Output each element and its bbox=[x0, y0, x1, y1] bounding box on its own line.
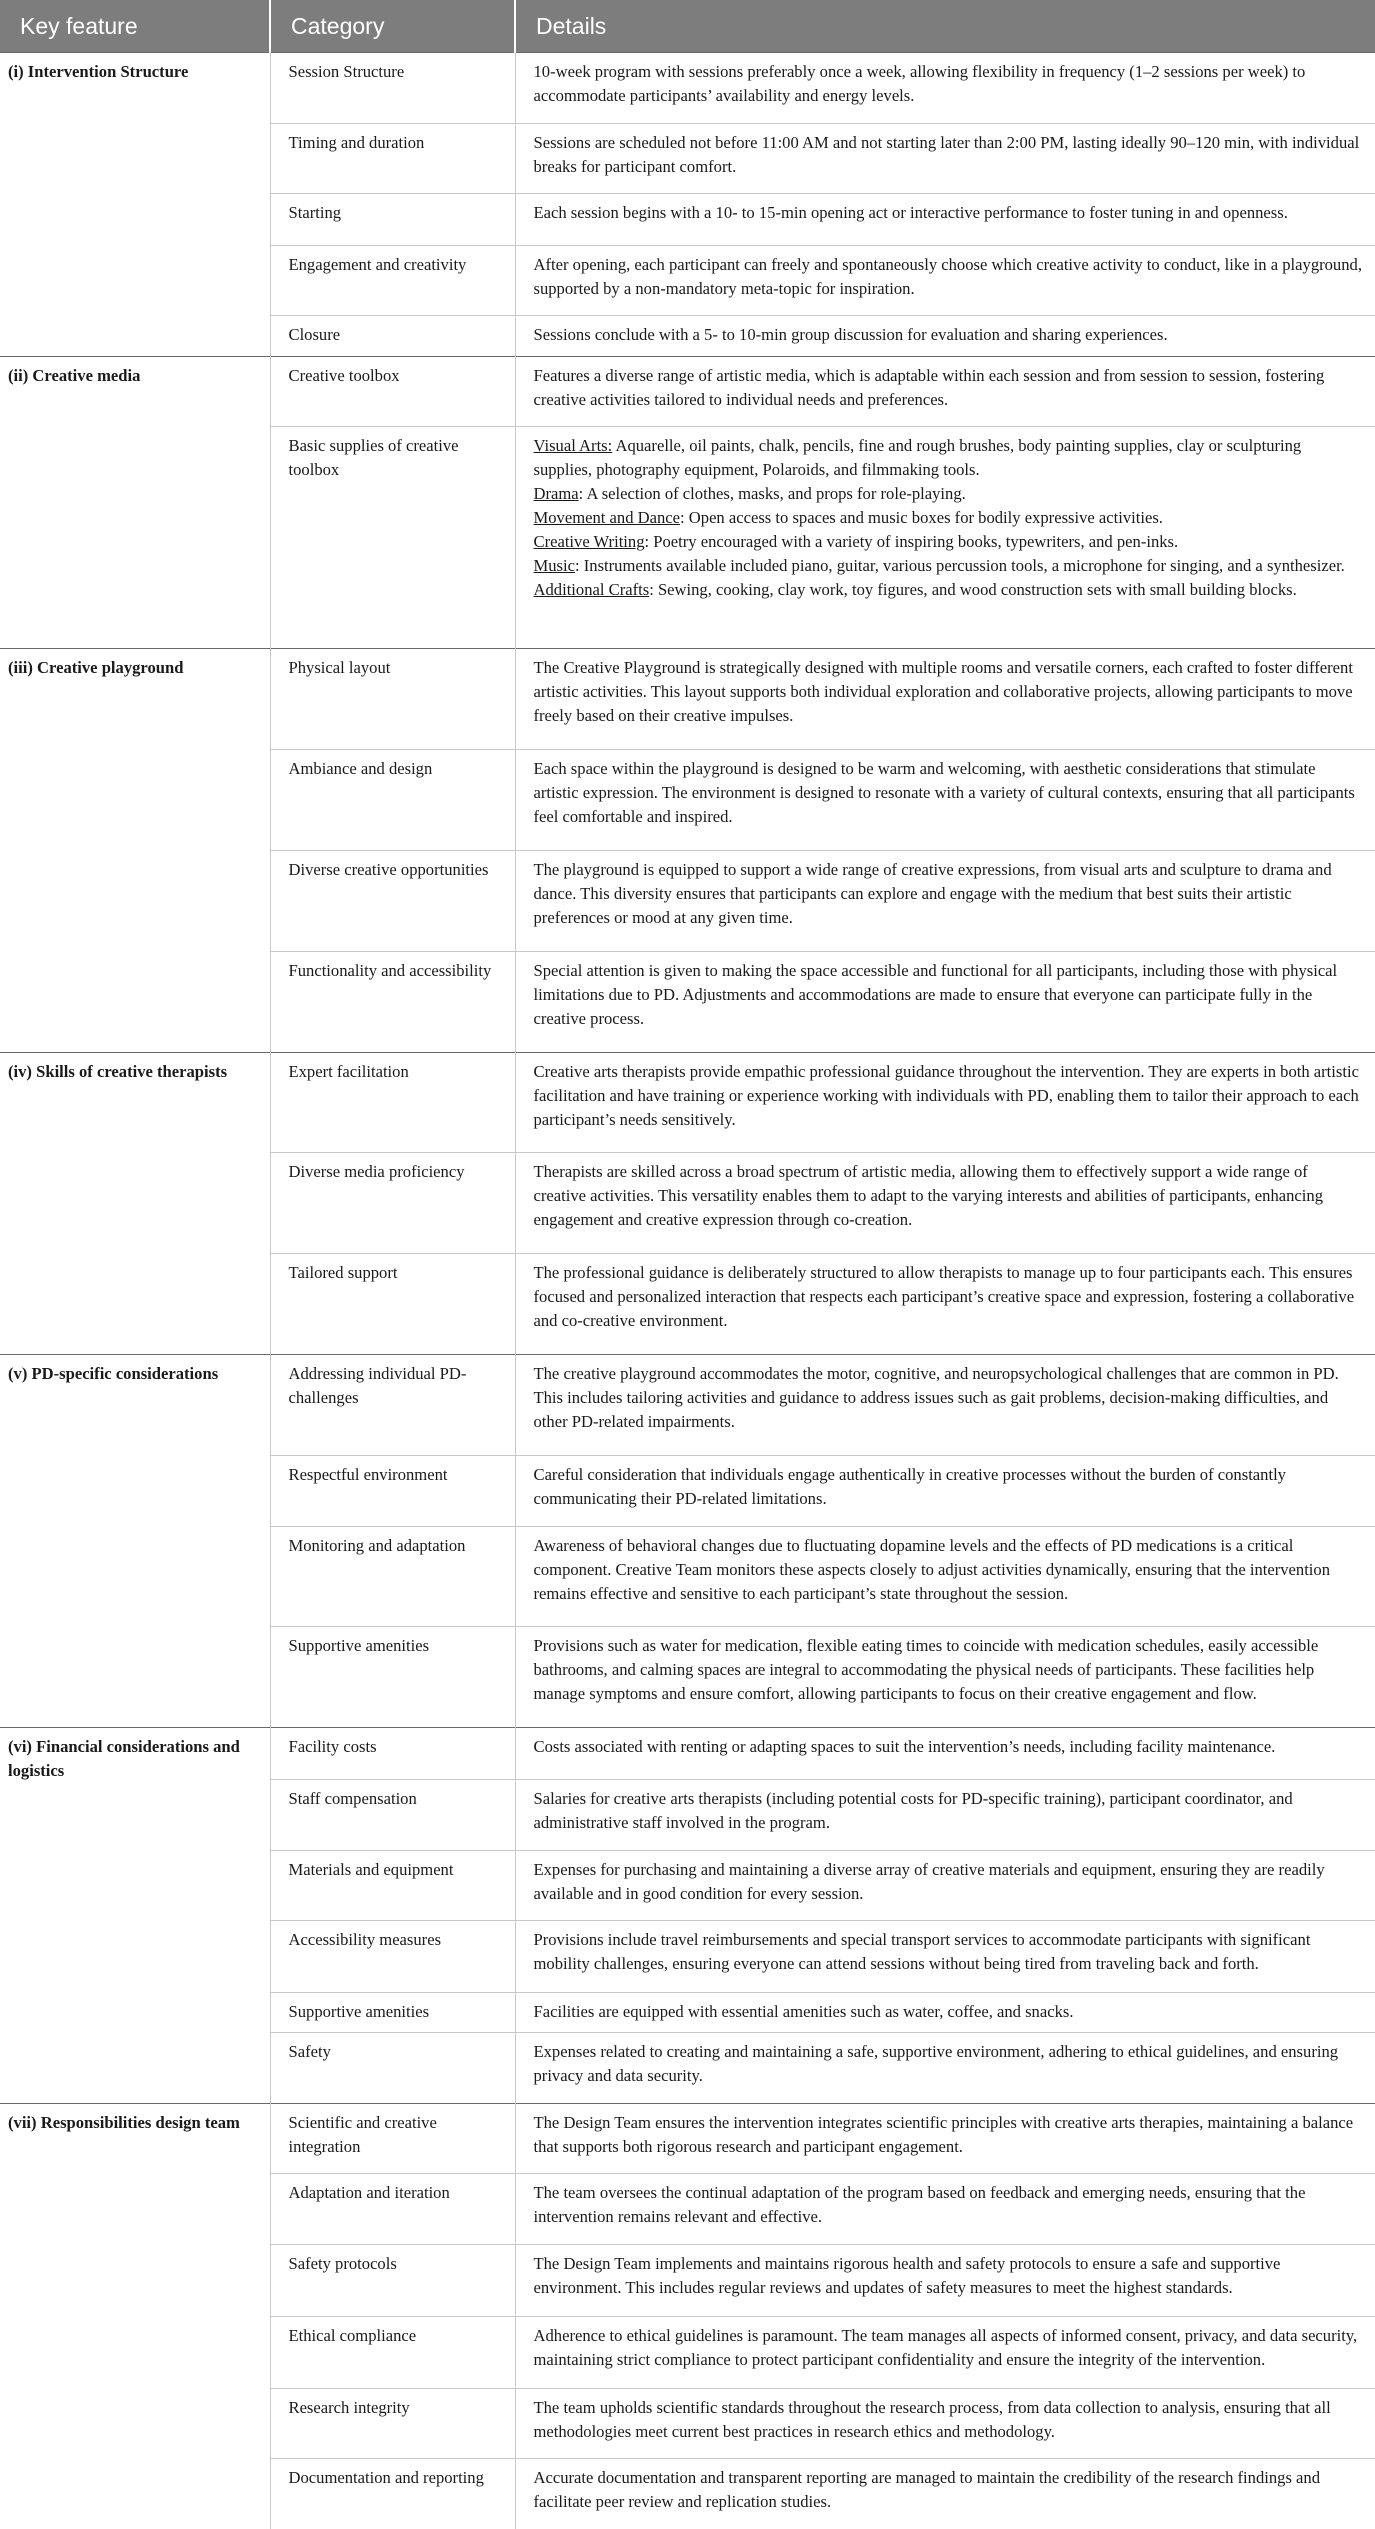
header-category: Category bbox=[270, 0, 515, 53]
details-cell: The Creative Playground is strategically designed with multiple rooms and versatile corners, each crafted to foster different artistic activities. This layout supports both individual exploration and collaborative projects, allowing participants to move freely based on their creative impulses. bbox=[515, 649, 1375, 750]
details-cell: Expenses for purchasing and maintaining a diverse array of creative materials and equipment, ensuring they are readily available and in good condition for every session. bbox=[515, 1850, 1375, 1921]
category-cell: Timing and duration bbox=[270, 123, 515, 194]
category-cell: Functionality and accessibility bbox=[270, 951, 515, 1052]
details-cell: The professional guidance is deliberately structured to allow therapists to manage up to four participants each. This ensures focused and personalized interaction that respects each participant’s creative space and expression, fostering a collaborative and co-creative environment. bbox=[515, 1254, 1375, 1355]
category-cell: Creative toolbox bbox=[270, 356, 515, 427]
details-cell: Expenses related to creating and maintaining a safe, supportive environment, adhering to ethical guidelines, and ensuring privacy and data security. bbox=[515, 2033, 1375, 2104]
category-cell: Starting bbox=[270, 194, 515, 246]
details-cell: After opening, each participant can freely and spontaneously choose which creative activity to conduct, like in a playground, supported by a non-mandatory meta-topic for inspiration. bbox=[515, 245, 1375, 316]
details-cell: Features a diverse range of artistic media, which is adaptable within each session and from session to session, fostering creative activities tailored to individual needs and preferences. bbox=[515, 356, 1375, 427]
details-cell: Adherence to ethical guidelines is paramount. The team manages all aspects of informed consent, privacy, and data security, maintaining strict compliance to protect participant confidentiality and ensure the integrity of the intervention. bbox=[515, 2316, 1375, 2388]
supply-label: Movement and Dance bbox=[533, 508, 681, 528]
category-cell: Engagement and creativity bbox=[270, 245, 515, 316]
category-cell: Supportive amenities bbox=[270, 1627, 515, 1728]
category-cell: Physical layout bbox=[270, 649, 515, 750]
supply-line bbox=[534, 578, 1364, 602]
category-cell: Safety protocols bbox=[270, 2245, 515, 2317]
category-cell: Documentation and reporting bbox=[270, 2459, 515, 2529]
key-feature-cell: (vii) Responsibilities design team bbox=[0, 2103, 270, 2529]
category-cell: Supportive amenities bbox=[270, 1992, 515, 2032]
supply-text: : Open access to spaces and music boxes for bodily expressive activities. bbox=[680, 508, 1163, 528]
category-cell: Staff compensation bbox=[270, 1779, 515, 1850]
details-cell: Careful consideration that individuals engage authentically in creative processes without the burden of constantly communicating their PD-related limitations. bbox=[515, 1455, 1375, 1526]
details-cell: Special attention is given to making the space accessible and functional for all participants, including those with physical limitations due to PD. Adjustments and accommodations are made to ensure that everyone can participate fully in the creative process. bbox=[515, 951, 1375, 1052]
details-cell: Awareness of behavioral changes due to fluctuating dopamine levels and the effects of PD medications is a critical component. Creative Team monitors these aspects closely to adjust activities dynamically, ensuring that the intervention remains effective and sensitive to each participant’s state throughout the session. bbox=[515, 1526, 1375, 1627]
details-cell: Facilities are equipped with essential amenities such as water, coffee, and snacks. bbox=[515, 1992, 1375, 2032]
details-cell: The creative playground accommodates the motor, cognitive, and neuropsychological challenges that are common in PD. This includes tailoring activities and guidance to address issues such as gait problems, decision-making difficulties, and other PD-related impairments. bbox=[515, 1355, 1375, 1456]
supply-line bbox=[534, 434, 1364, 482]
supply-line bbox=[534, 554, 1364, 578]
header-key-feature: Key feature bbox=[0, 0, 270, 53]
category-cell: Basic supplies of creative toolbox bbox=[270, 427, 515, 649]
header-details: Details bbox=[515, 0, 1375, 53]
category-cell: Diverse creative opportunities bbox=[270, 850, 515, 951]
table-body bbox=[0, 53, 1375, 2529]
details-cell: Each space within the playground is designed to be warm and welcoming, with aesthetic considerations that stimulate artistic expression. The environment is designed to resonate with a variety of cultural contexts, ensuring that all participants feel comfortable and inspired. bbox=[515, 750, 1375, 851]
category-cell: Session Structure bbox=[270, 53, 515, 124]
category-cell: Accessibility measures bbox=[270, 1921, 515, 1993]
supply-label: Creative Writing bbox=[533, 532, 645, 552]
supply-text: : Sewing, cooking, clay work, toy figures, and wood construction sets with small building blocks. bbox=[649, 580, 1297, 600]
category-cell: Diverse media proficiency bbox=[270, 1153, 515, 1254]
table-row bbox=[0, 1355, 1375, 1456]
category-cell: Ethical compliance bbox=[270, 2316, 515, 2388]
table-row bbox=[0, 53, 1375, 124]
details-cell: Provisions such as water for medication, flexible eating times to coincide with medication schedules, easily accessible bathrooms, and calming spaces are integral to accommodating the physical needs of participants. These facilities help manage symptoms and ensure comfort, allowing participants to focus on their creative engagement and flow. bbox=[515, 1627, 1375, 1728]
details-cell: The team upholds scientific standards throughout the research process, from data collection to analysis, ensuring that all methodologies meet current best practices in research ethics and methodology. bbox=[515, 2388, 1375, 2459]
details-cell: Accurate documentation and transparent reporting are managed to maintain the credibility of the research findings and facilitate peer review and replication studies. bbox=[515, 2459, 1375, 2529]
table-row bbox=[0, 1728, 1375, 1780]
details-cell: The Design Team ensures the intervention integrates scientific principles with creative arts therapies, maintaining a balance that supports both rigorous research and participant engagement. bbox=[515, 2103, 1375, 2174]
key-feature-cell: (vi) Financial considerations and logistics bbox=[0, 1728, 270, 2104]
table-row bbox=[0, 356, 1375, 427]
details-cell: Provisions include travel reimbursements and special transport services to accommodate participants with significant mobility challenges, ensuring everyone can attend sessions without being tired from traveling back and forth. bbox=[515, 1921, 1375, 1993]
details-cell bbox=[515, 427, 1375, 649]
key-feature-cell: (iii) Creative playground bbox=[0, 649, 270, 1052]
category-cell: Expert facilitation bbox=[270, 1052, 515, 1153]
category-cell: Adaptation and iteration bbox=[270, 2174, 515, 2245]
category-cell: Addressing individual PD-challenges bbox=[270, 1355, 515, 1456]
supply-label: Visual Arts: bbox=[533, 436, 613, 456]
category-cell: Tailored support bbox=[270, 1254, 515, 1355]
details-cell: Sessions conclude with a 5- to 10-min group discussion for evaluation and sharing experiences. bbox=[515, 316, 1375, 356]
category-cell: Monitoring and adaptation bbox=[270, 1526, 515, 1627]
category-cell: Safety bbox=[270, 2033, 515, 2104]
supply-label: Music bbox=[533, 556, 575, 576]
details-cell: Sessions are scheduled not before 11:00 AM and not starting later than 2:00 PM, lasting ideally 90–120 min, with individual breaks for participant comfort. bbox=[515, 123, 1375, 194]
key-feature-cell: (v) PD-specific considerations bbox=[0, 1355, 270, 1728]
details-cell: Creative arts therapists provide empathic professional guidance throughout the intervention. They are experts in both artistic facilitation and have training or experience working with individuals with PD, enabling them to tailor their approach to each participant’s needs sensitively. bbox=[515, 1052, 1375, 1153]
supply-line bbox=[534, 482, 1364, 506]
details-cell: The Design Team implements and maintains rigorous health and safety protocols to ensure a safe and supportive environment. This includes regular reviews and updates of safety measures to meet the highest standards. bbox=[515, 2245, 1375, 2317]
table-header bbox=[0, 0, 1375, 53]
details-cell: Each session begins with a 10- to 15-min opening act or interactive performance to foster tuning in and openness. bbox=[515, 194, 1375, 246]
details-cell: The team oversees the continual adaptation of the program based on feedback and emerging needs, ensuring that the intervention remains relevant and effective. bbox=[515, 2174, 1375, 2245]
table-row bbox=[0, 1052, 1375, 1153]
supply-text: Aquarelle, oil paints, chalk, pencils, fine and rough brushes, body painting supplies, clay or sculpturing supplies, photography equipment, Polaroids, and filmmaking tools. bbox=[533, 436, 1302, 480]
details-cell: 10-week program with sessions preferably once a week, allowing flexibility in frequency (1–2 sessions per week) to accommodate participants’ availability and energy levels. bbox=[515, 53, 1375, 124]
supply-line bbox=[534, 530, 1364, 554]
category-cell: Closure bbox=[270, 316, 515, 356]
details-cell: Costs associated with renting or adapting spaces to suit the intervention’s needs, including facility maintenance. bbox=[515, 1728, 1375, 1780]
supply-label: Drama bbox=[533, 484, 579, 504]
category-cell: Ambiance and design bbox=[270, 750, 515, 851]
details-cell: The playground is equipped to support a wide range of creative expressions, from visual arts and sculpture to drama and dance. This diversity ensures that participants can explore and engage with the medium that best suits their artistic preferences or mood at any given time. bbox=[515, 850, 1375, 951]
table-row bbox=[0, 2103, 1375, 2174]
supply-line bbox=[534, 506, 1364, 530]
supply-text: : Poetry encouraged with a variety of inspiring books, typewriters, and pen-inks. bbox=[644, 532, 1179, 552]
category-cell: Respectful environment bbox=[270, 1455, 515, 1526]
category-cell: Materials and equipment bbox=[270, 1850, 515, 1921]
details-cell: Salaries for creative arts therapists (including potential costs for PD-specific training), participant coordinator, and administrative staff involved in the program. bbox=[515, 1779, 1375, 1850]
header-row bbox=[0, 0, 1375, 53]
details-cell: Therapists are skilled across a broad spectrum of artistic media, allowing them to effectively support a wide range of creative activities. This versatility enables them to adapt to the varying interests and abilities of participants, enhancing engagement and creative expression through co-creation. bbox=[515, 1153, 1375, 1254]
key-feature-cell: (ii) Creative media bbox=[0, 356, 270, 648]
supply-label: Additional Crafts bbox=[533, 580, 650, 600]
table-row bbox=[0, 649, 1375, 750]
supply-text: : A selection of clothes, masks, and props for role-playing. bbox=[578, 484, 966, 504]
category-cell: Facility costs bbox=[270, 1728, 515, 1780]
category-cell: Research integrity bbox=[270, 2388, 515, 2459]
supply-text: : Instruments available included piano, guitar, various percussion tools, a microphone for singing, and a synthesizer. bbox=[574, 556, 1345, 576]
category-cell: Scientific and creative integration bbox=[270, 2103, 515, 2174]
key-feature-cell: (iv) Skills of creative therapists bbox=[0, 1052, 270, 1355]
key-feature-cell: (i) Intervention Structure bbox=[0, 53, 270, 357]
